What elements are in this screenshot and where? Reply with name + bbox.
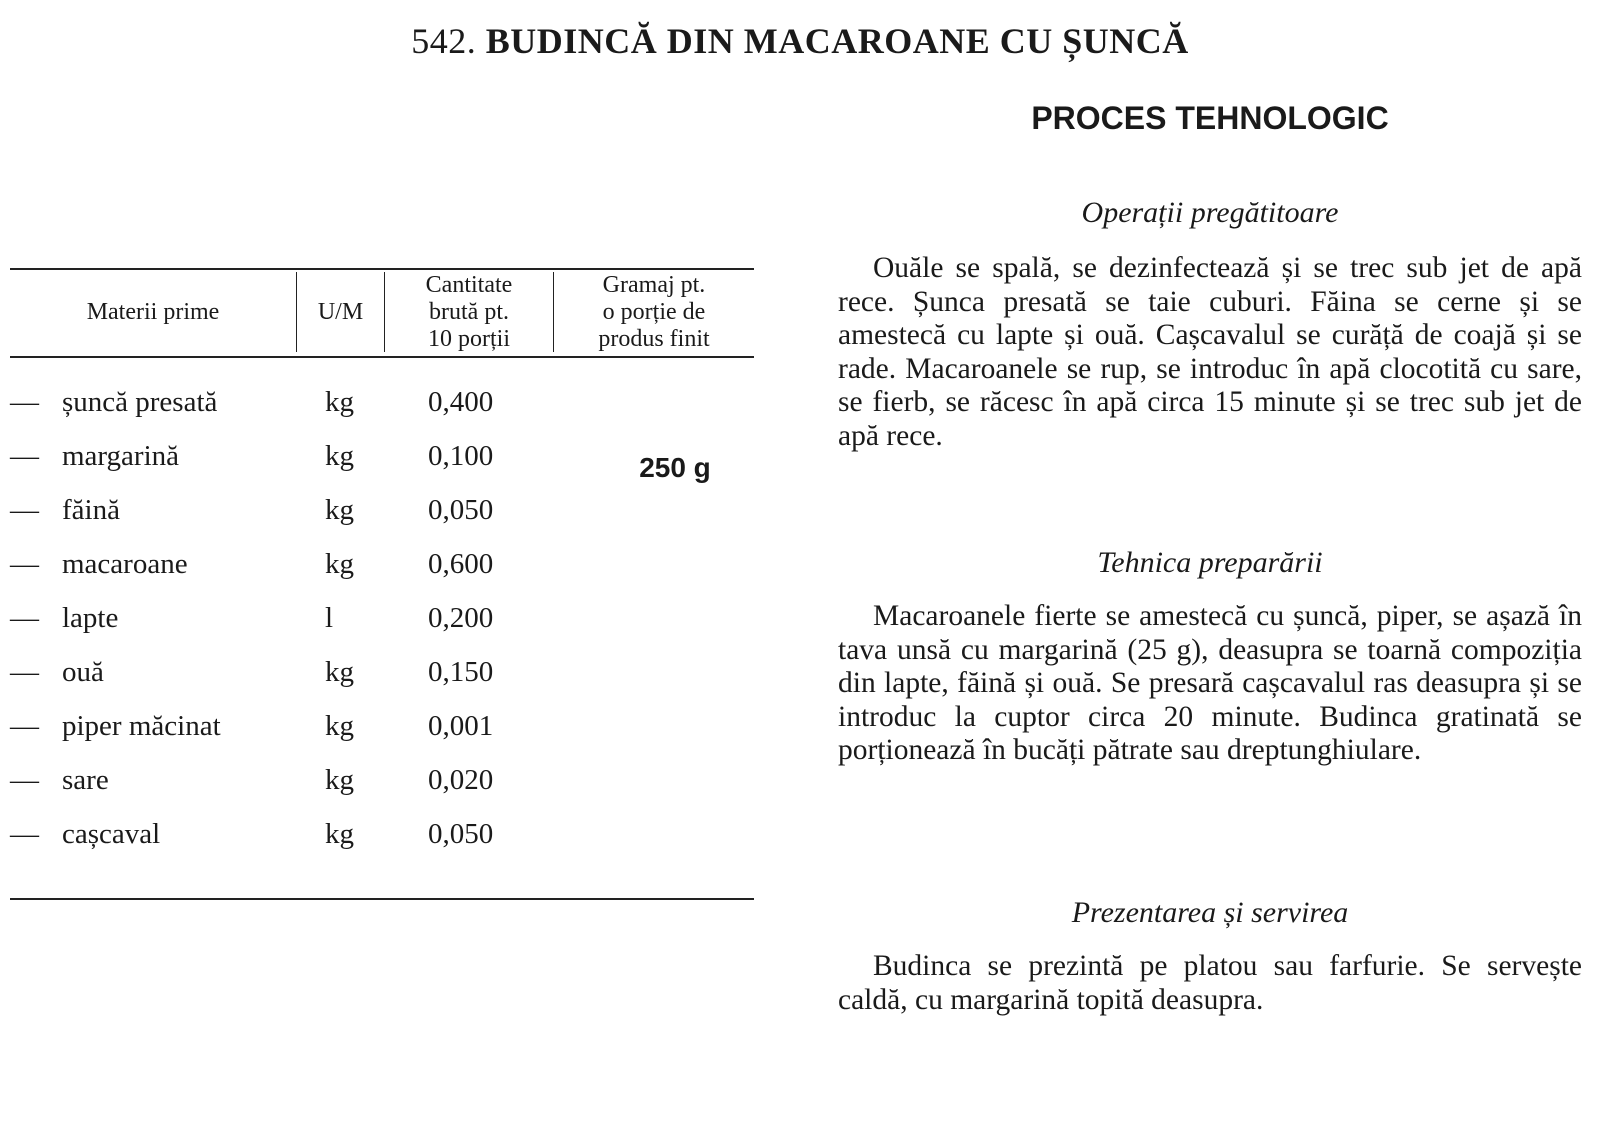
table-row: — lapte l 0,200 [10, 602, 494, 634]
table-row: — cașcaval kg 0,050 [10, 818, 494, 850]
table-row: — piper măcinat kg 0,001 [10, 710, 494, 742]
header-gramaj: Gramaj pt. o porție de produs finit [598, 271, 710, 352]
table-row: — sare kg 0,020 [10, 764, 494, 796]
section-heading-tehnica: Tehnica preparării [1097, 546, 1323, 579]
header-um: U/M [317, 298, 364, 325]
section-heading-operatii: Operații pregătitoare [1081, 196, 1339, 229]
section-heading-prezentare: Prezentarea și servirea [1071, 896, 1349, 929]
section-text-prezentare: Budinca se prezintă pe platou sau farfurie. Se servește caldă, cu margarină topită deasupra. [838, 950, 1582, 1016]
table-bottom-rule [10, 898, 754, 900]
header-materii-prime: Materii prime [86, 298, 220, 325]
process-title: PROCES TEHNOLOGIC [1031, 100, 1389, 136]
table-row: — șuncă presată kg 0,400 [10, 386, 494, 418]
recipe-name: BUDINCĂ DIN MACAROANE CU ȘUNCĂ [485, 21, 1189, 61]
section-text-operatii: Ouăle se spală, se dezinfectează și se trec sub jet de apă rece. Șunca presată se taie cuburi. Făina se cerne și se amestecă cu lapte și ouă. Cașcavalul se curăță de coajă și se rade. Macaroanele se rup, se introduc în apă clocotită cu sare, se fierb, se răcesc în apă circa 15 minute și se trec sub jet de apă rece. [838, 252, 1582, 452]
portion-weight: 250 g [639, 452, 711, 483]
section-text-tehnica: Macaroanele fierte se amestecă cu șuncă, piper, se așază în tava unsă cu margarină (25 g), deasupra se toarnă compoziția din lapte, făină și ouă. Se presară cașcavalul ras deasupra și se introduc la cuptor circa 20 minute. Budinca gratinată se porționează în bucăți pătrate sau dreptunghiulare. [838, 600, 1582, 766]
table-row: — macaroane kg 0,600 [10, 548, 494, 580]
header-cantitate: Cantitate brută pt. 10 porții [425, 271, 513, 352]
table-header-rule [10, 356, 754, 358]
table-row: — margarină kg 0,100 [10, 440, 494, 472]
recipe-title [0, 20, 1600, 62]
table-row: — făină kg 0,050 [10, 494, 494, 526]
table-row: — ouă kg 0,150 [10, 656, 494, 688]
table-top-rule [10, 268, 754, 270]
recipe-number: 542. [411, 21, 477, 61]
